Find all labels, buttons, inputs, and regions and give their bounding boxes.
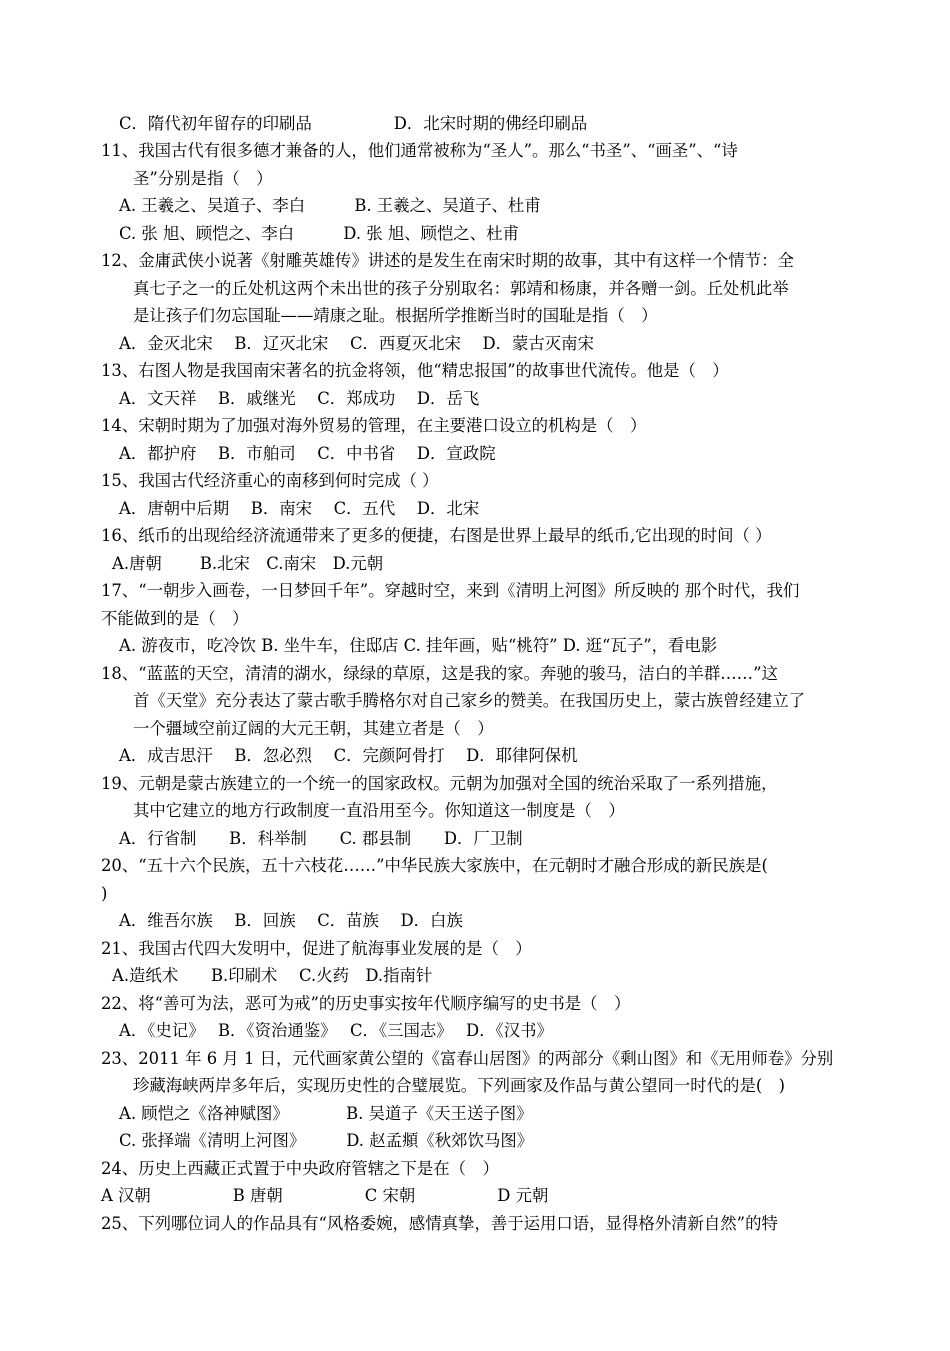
text-line: 14、宋朝时期为了加强对海外贸易的管理，在主要港口设立的机构是（ ） [101, 416, 647, 435]
text-line: A．维吾尔族 B．回族 C．苗族 D．白族 [119, 911, 463, 930]
text-line: 23、2011 年 6 月 1 日，元代画家黄公望的《富春山居图》的两部分《剩山图》和《无用师卷》分别 [101, 1049, 834, 1068]
text-line: A．成吉思汗 B．忽必烈 C．完颜阿骨打 D．耶律阿保机 [119, 746, 578, 765]
text-line: A. 王羲之、吴道子、李白 B. 王羲之、吴道子、杜甫 [119, 196, 541, 215]
text-line: 11、我国古代有很多德才兼备的人，他们通常被称为“圣人”。那么“书圣”、“画圣”、“诗 [101, 141, 738, 160]
text-line: A．《史记》 B．《资治通鉴》 C．《三国志》 D．《汉书》 [119, 1021, 553, 1040]
text-line: A．唐朝中后期 B．南宋 C．五代 D．北宋 [119, 499, 480, 518]
text-line: 17、“一朝步入画卷，一日梦回千年”。穿越时空，来到《清明上河图》所反映的 那个时代，我们 [101, 581, 800, 600]
text-line: 是让孩子们勿忘国耻——靖康之耻。根据所学推断当时的国耻是指（ ） [133, 306, 658, 325]
text-line: 珍藏海峡两岸多年后，实现历史性的合璧展览。下列画家及作品与黄公望同一时代的是( ) [133, 1076, 786, 1095]
text-line: 24、历史上西藏正式置于中央政府管辖之下是在（ ） [101, 1159, 499, 1178]
text-line: C．隋代初年留存的印刷品 D．北宋时期的佛经印刷品 [119, 114, 588, 133]
text-line: 13、右图人物是我国南宋著名的抗金将领，他“精忠报国”的故事世代流传。他是（ ） [101, 361, 729, 380]
text-line: A.唐朝 B.北宋 C.南宋 D.元朝 [112, 554, 384, 573]
text-line: A．都护府 B．市舶司 C．中书省 D．宣政院 [119, 444, 496, 463]
text-line: A. 顾恺之《洛神赋图》 B. 吴道子《天王送子图》 [119, 1104, 533, 1123]
text-line: C. 张择端《清明上河图》 D. 赵孟頫《秋郊饮马图》 [119, 1131, 534, 1150]
text-line: A.造纸术 B.印刷术 C.火药 D.指南针 [112, 966, 433, 985]
text-line: 22、将“善可为法，恶可为戒”的历史事实按年代顺序编写的史书是（ ） [101, 994, 631, 1013]
text-line: 一个疆域空前辽阔的大元王朝，其建立者是（ ） [133, 719, 494, 738]
text-line: 20、“五十六个民族，五十六枝花……”中华民族大家族中，在元朝时才融合形成的新民族是( [101, 856, 768, 875]
text-line: 圣”分别是指（ ） [133, 169, 273, 188]
text-line: 15、我国古代经济重心的南移到何时完成（ ） [101, 471, 439, 490]
text-line: A．文天祥 B．戚继光 C．郑成功 D．岳飞 [119, 389, 480, 408]
text-line: 真七子之一的丘处机这两个未出世的孩子分别取名：郭靖和杨康，并各赠一剑。丘处机此举 [133, 279, 789, 298]
text-line: ) [101, 884, 108, 903]
text-line: 首《天堂》充分表达了蒙古歌手腾格尔对自己家乡的赞美。在我国历史上，蒙古族曾经建立了 [133, 691, 806, 710]
text-line: 25、下列哪位词人的作品具有“风格委婉，感情真挚，善于运用口语，显得格外清新自然”的特 [101, 1214, 778, 1233]
text-line: 19、元朝是蒙古族建立的一个统一的国家政权。元朝为加强对全国的统治采取了一系列措施， [101, 774, 778, 793]
text-line: 21、我国古代四大发明中，促进了航海事业发展的是（ ） [101, 939, 532, 958]
text-line: 18、“蓝蓝的天空，清清的湖水，绿绿的草原，这是我的家。奔驰的骏马，洁白的羊群……”这 [101, 664, 778, 683]
text-line: A 汉朝 B 唐朝 C 宋朝 D 元朝 [101, 1186, 549, 1205]
text-line: C. 张 旭、顾恺之、李白 D. 张 旭、顾恺之、杜甫 [119, 224, 519, 243]
text-line: 12、金庸武侠小说著《射雕英雄传》讲述的是发生在南宋时期的故事，其中有这样一个情节：全 [101, 251, 794, 270]
text-line: A．行省制 B．科举制 C. 郡县制 D．厂卫制 [119, 829, 523, 848]
text-line: A．金灭北宋 B．辽灭北宋 C．西夏灭北宋 D．蒙古灭南宋 [119, 334, 594, 353]
text-line: A. 游夜市，吃冷饮 B. 坐牛车，住邸店 C. 挂年画，贴“桃符” D. 逛“瓦子”，看电影 [119, 636, 718, 655]
text-line: 其中它建立的地方行政制度一直沿用至今。你知道这一制度是（ ） [133, 801, 625, 820]
text-line: 不能做到的是（ ） [101, 609, 249, 628]
text-line: 16、纸币的出现给经济流通带来了更多的便捷，右图是世界上最早的纸币,它出现的时间（ ） [101, 526, 772, 545]
